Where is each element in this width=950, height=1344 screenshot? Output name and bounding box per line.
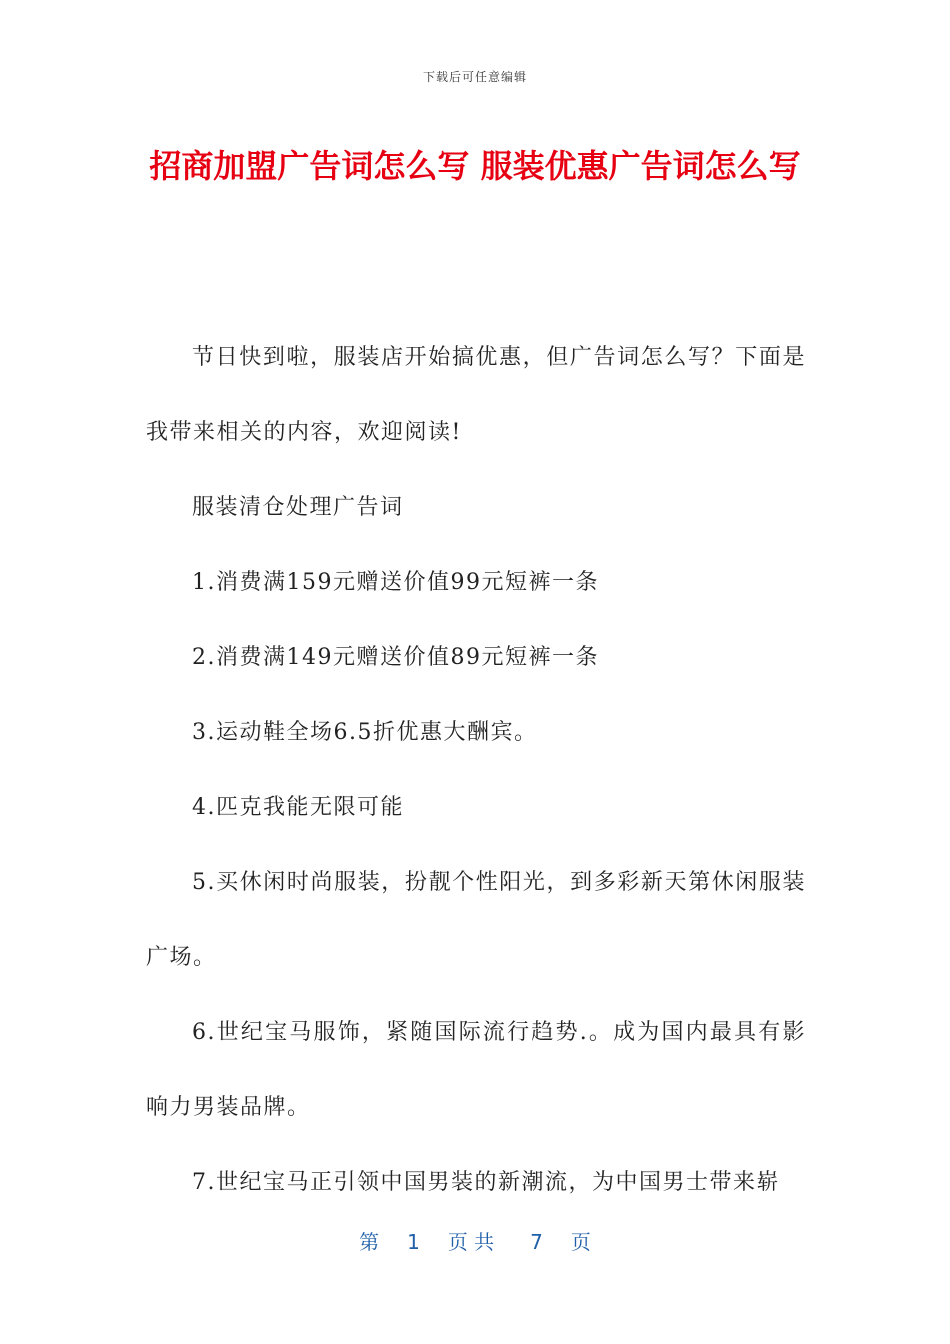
list-item: 5.买休闲时尚服装，扮靓个性阳光，到多彩新天第休闲服装广场。 <box>146 870 806 970</box>
footer-total-pages: 7 <box>530 1230 543 1254</box>
page-footer <box>0 1226 950 1255</box>
list-item: 4.匹克我能无限可能 <box>192 795 404 820</box>
list-item: 2.消费满149元赠送价值89元短裤一条 <box>192 645 599 670</box>
footer-label-page: 第 <box>359 1230 380 1254</box>
paragraph-section-heading: 服装清仓处理广告词 <box>192 495 404 520</box>
footer-label-total: 页 共 <box>447 1230 495 1254</box>
document-body <box>146 320 806 1220</box>
list-item: 7.世纪宝马正引领中国男装的新潮流，为中国男士带来崭 <box>192 1170 780 1195</box>
list-item: 6.世纪宝马服饰，紧随国际流行趋势.。成为国内最具有影响力男装品牌。 <box>146 1020 806 1120</box>
paragraph-intro: 节日快到啦，服装店开始搞优惠，但广告词怎么写？下面是我带来相关的内容，欢迎阅读! <box>146 345 806 445</box>
footer-current-page: 1 <box>407 1230 420 1254</box>
footer-label-end: 页 <box>570 1230 591 1254</box>
document-title: 招商加盟广告词怎么写 服装优惠广告词怎么写 <box>149 147 801 185</box>
header-note: 下载后可任意编辑 <box>422 70 527 84</box>
list-item: 1.消费满159元赠送价值99元短裤一条 <box>192 570 599 595</box>
list-item: 3.运动鞋全场6.5折优惠大酬宾。 <box>192 720 538 745</box>
